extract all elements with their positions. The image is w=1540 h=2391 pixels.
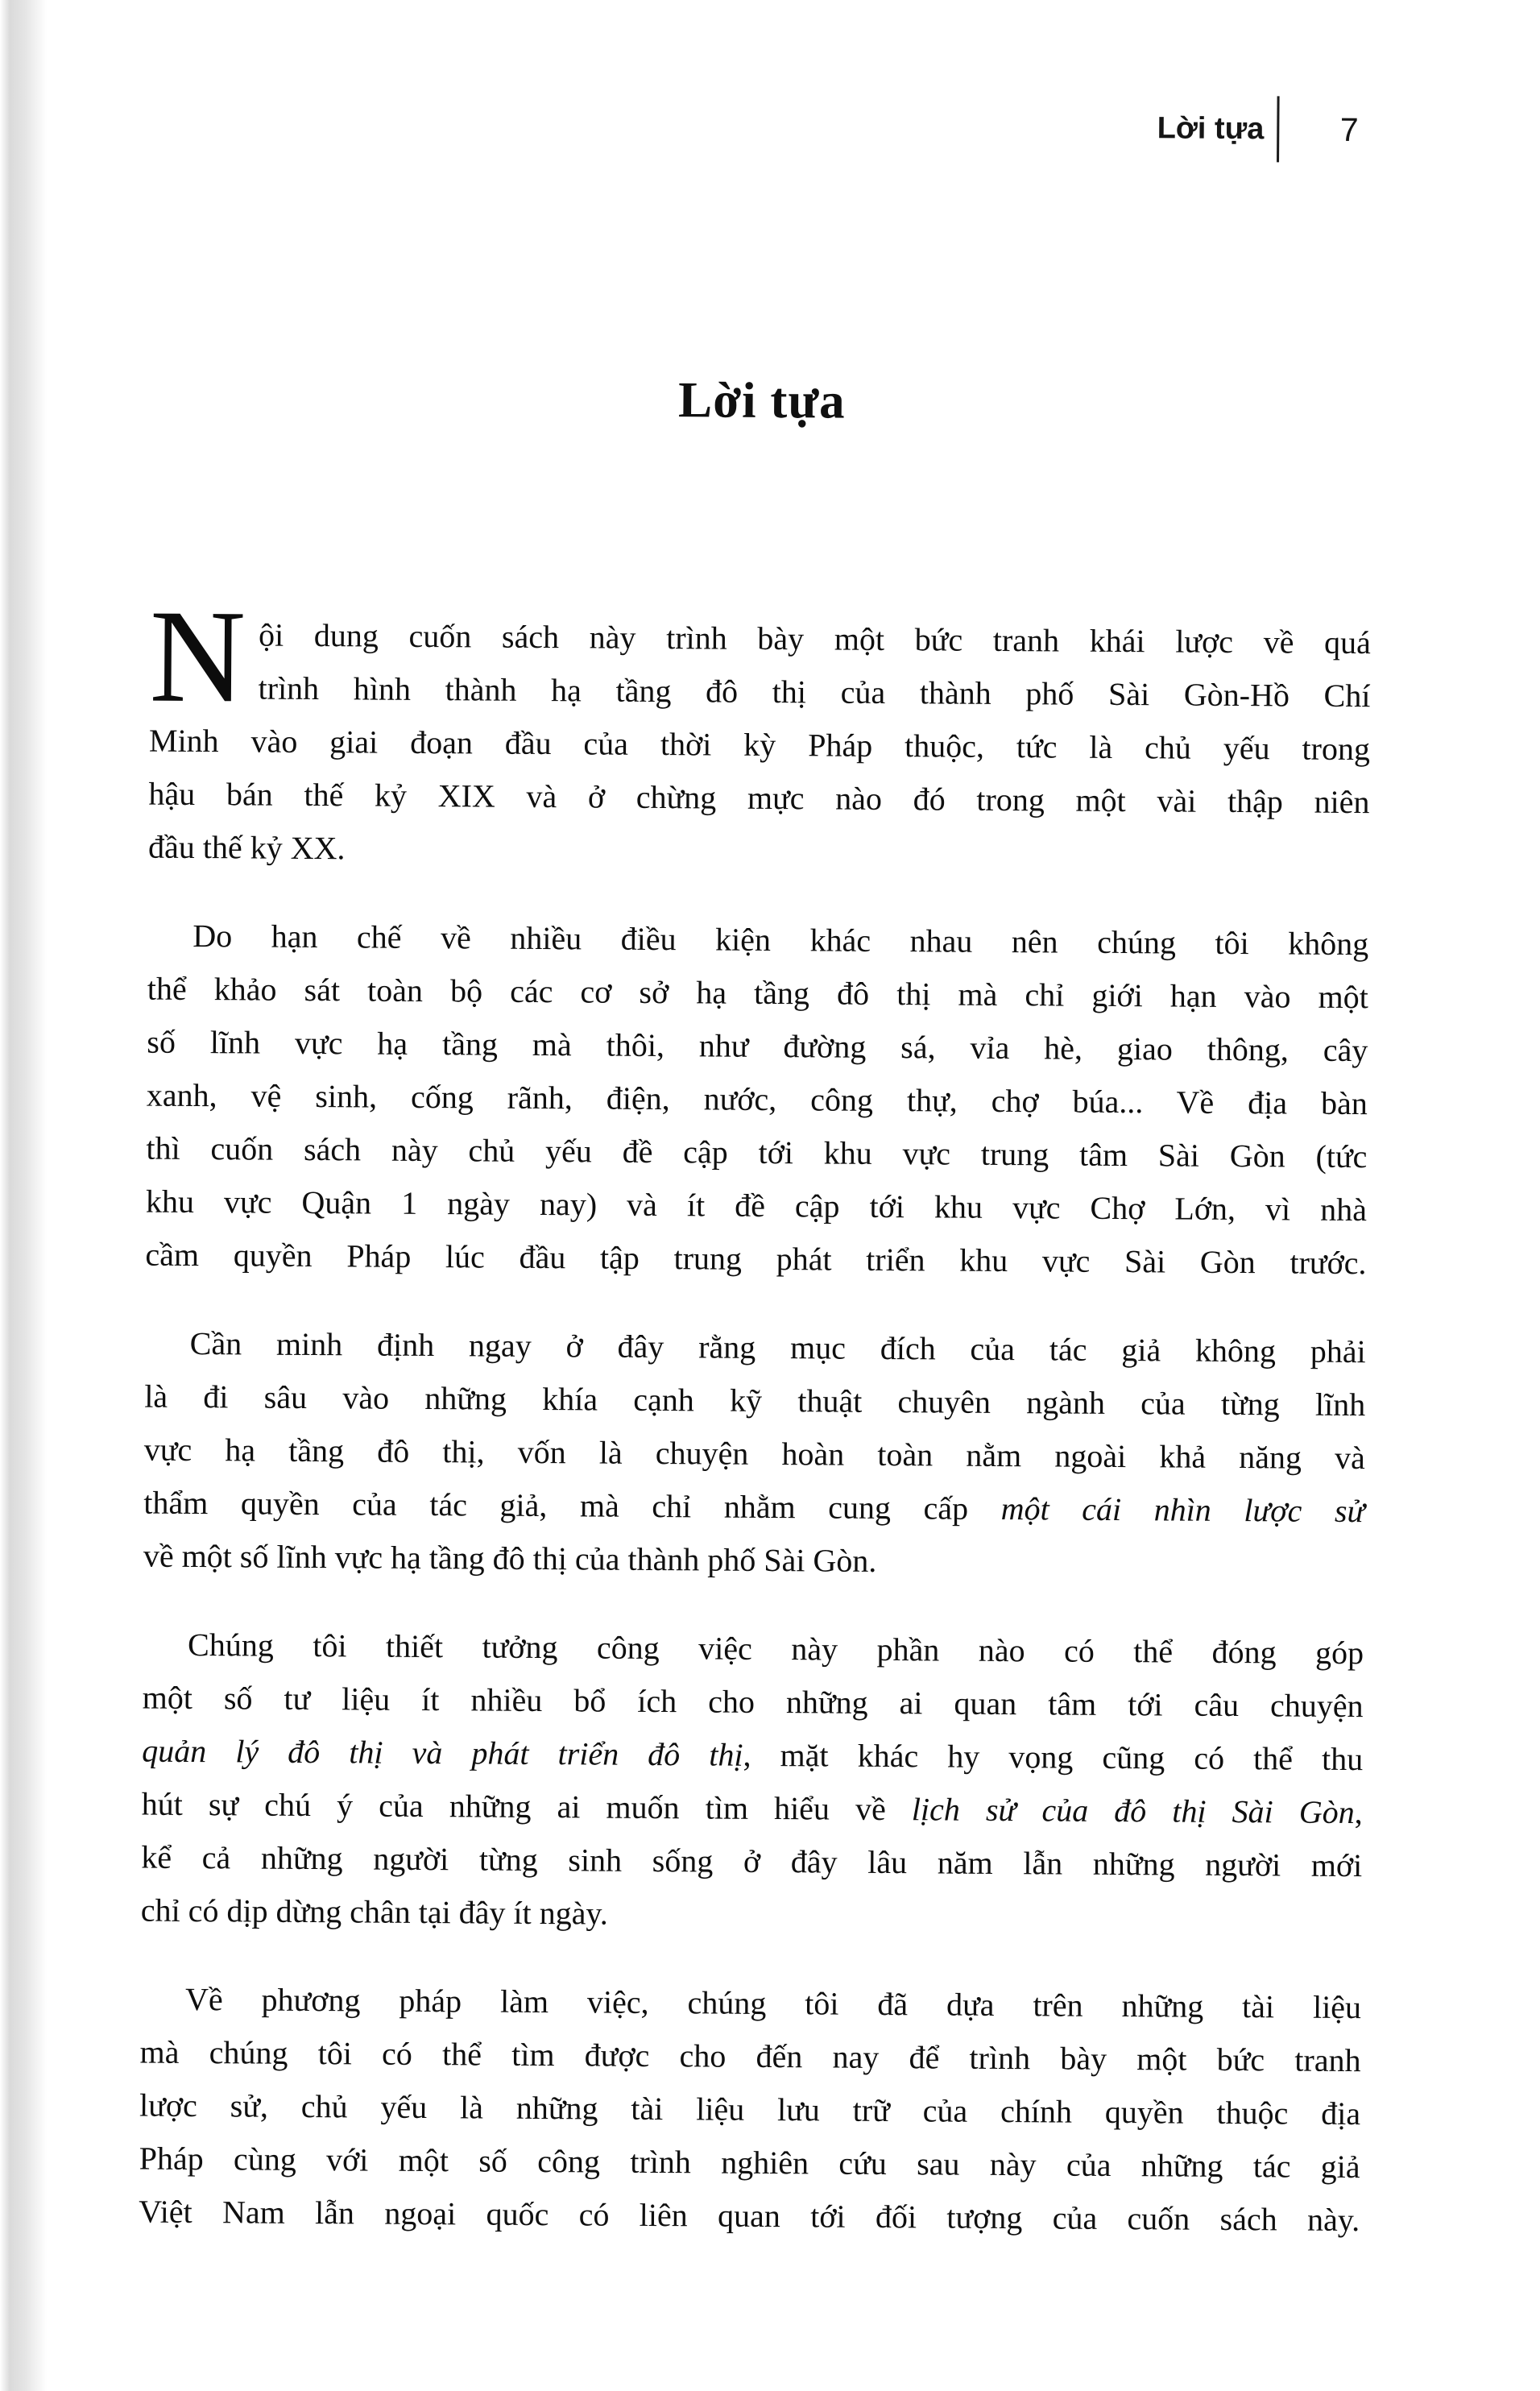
- text-line: đầu thế kỷ XX.: [147, 828, 346, 867]
- text-line: hút sự chú ý của những ai muốn tìm hiểu về lịch sử của đô thị Sài Gòn,: [141, 1785, 1363, 1831]
- header-divider: [1277, 96, 1280, 162]
- text-line: Do hạn chế về nhiều điều kiện khác nhau nên chúng tôi không: [192, 917, 1369, 963]
- text-line: Pháp cùng với một số công trình nghiên cứu sau này của những tác giả: [139, 2140, 1360, 2186]
- text-line: thẩm quyền của tác giả, mà chỉ nhằm cung cấp một cái nhìn lược sử: [143, 1484, 1365, 1530]
- scan-edge-strip: [0, 0, 47, 2391]
- text-line: quản lý đô thị và phát triển đô thị, mặt khác hy vọng cũng có thể thu: [142, 1732, 1364, 1778]
- text-line: thì cuốn sách này chủ yếu đề cập tới khu vực trung tâm Sài Gòn (tức: [146, 1129, 1368, 1175]
- text-line: cầm quyền Pháp lúc đầu tập trung phát triển khu vực Sài Gòn trước.: [145, 1236, 1367, 1282]
- text-line: Chúng tôi thiết tưởng công việc này phần nào có thể đóng góp: [187, 1626, 1364, 1672]
- drop-cap: N: [149, 582, 246, 731]
- paragraph: [139, 1973, 1361, 2248]
- text-line: lược sử, chủ yếu là những tài liệu lưu trữ của chính quyền thuộc địa: [139, 2086, 1361, 2132]
- text-line: số lĩnh vực hạ tầng mà thôi, như đường sá, vỉa hè, giao thông, cây: [147, 1023, 1368, 1069]
- text-line: Việt Nam lẫn ngoại quốc có liên quan tới đối tượng của cuốn sách này.: [139, 2193, 1360, 2239]
- header-section-label: Lời tựa: [1157, 110, 1265, 146]
- page-content: [138, 0, 1376, 2391]
- header-page-number: 7: [1339, 110, 1359, 148]
- text-line: là đi sâu vào những khía cạnh kỹ thuật chuyên ngành của từng lĩnh: [144, 1378, 1366, 1423]
- text-line: một số tư liệu ít nhiều bổ ích cho những ai quan tâm tới câu chuyện: [142, 1679, 1364, 1725]
- paragraph: [145, 910, 1368, 1291]
- paragraph: [143, 1317, 1366, 1592]
- text-line: Về phương pháp làm việc, chúng tôi đã dựa trên những tài liệu: [184, 1980, 1362, 2026]
- body-text: [139, 582, 1372, 2248]
- paragraph: [147, 582, 1372, 883]
- text-line: trình hình thành hạ tầng đô thị của thành phố Sài Gòn-Hồ Chí: [258, 669, 1371, 715]
- text-line: Minh vào giai đoạn đầu của thời kỳ Pháp thuộc, tức là chủ yếu trong: [148, 722, 1371, 768]
- text-line: ội dung cuốn sách này trình bày một bức tranh khái lược về quá: [258, 616, 1372, 661]
- text-line: thể khảo sát toàn bộ các cơ sở hạ tầng đô thị mà chỉ giới hạn vào một: [147, 970, 1368, 1016]
- text-line: chỉ có dịp dừng chân tại đây ít ngày.: [140, 1892, 609, 1932]
- text-line: xanh, vệ sinh, cống rãnh, điện, nước, công thự, chợ búa... Về địa bàn: [146, 1076, 1368, 1122]
- text-line: hậu bán thế kỷ XIX và ở chừng mực nào đó trong một vài thập niên: [148, 775, 1370, 821]
- text-line: mà chúng tôi có thể tìm được cho đến nay để trình bày một bức tranh: [139, 2033, 1361, 2079]
- text-line: về một số lĩnh vực hạ tầng đô thị của thành phố Sài Gòn.: [143, 1537, 877, 1579]
- text-line: vực hạ tầng đô thị, vốn là chuyện hoàn toàn nằm ngoài khả năng và: [143, 1431, 1365, 1477]
- text-line: Cần minh định ngay ở đây rằng mục đích của tác giả không phải: [189, 1324, 1366, 1370]
- text-line: kể cả những người từng sinh sống ở đây lâu năm lẫn những người mới: [141, 1838, 1363, 1884]
- text-line: khu vực Quận 1 ngày nay) và ít đề cập tới khu vực Chợ Lớn, vì nhà: [145, 1183, 1368, 1229]
- chapter-title: Lời tựa: [677, 371, 846, 429]
- running-header: [1157, 93, 1374, 165]
- paragraph: [141, 1618, 1364, 1946]
